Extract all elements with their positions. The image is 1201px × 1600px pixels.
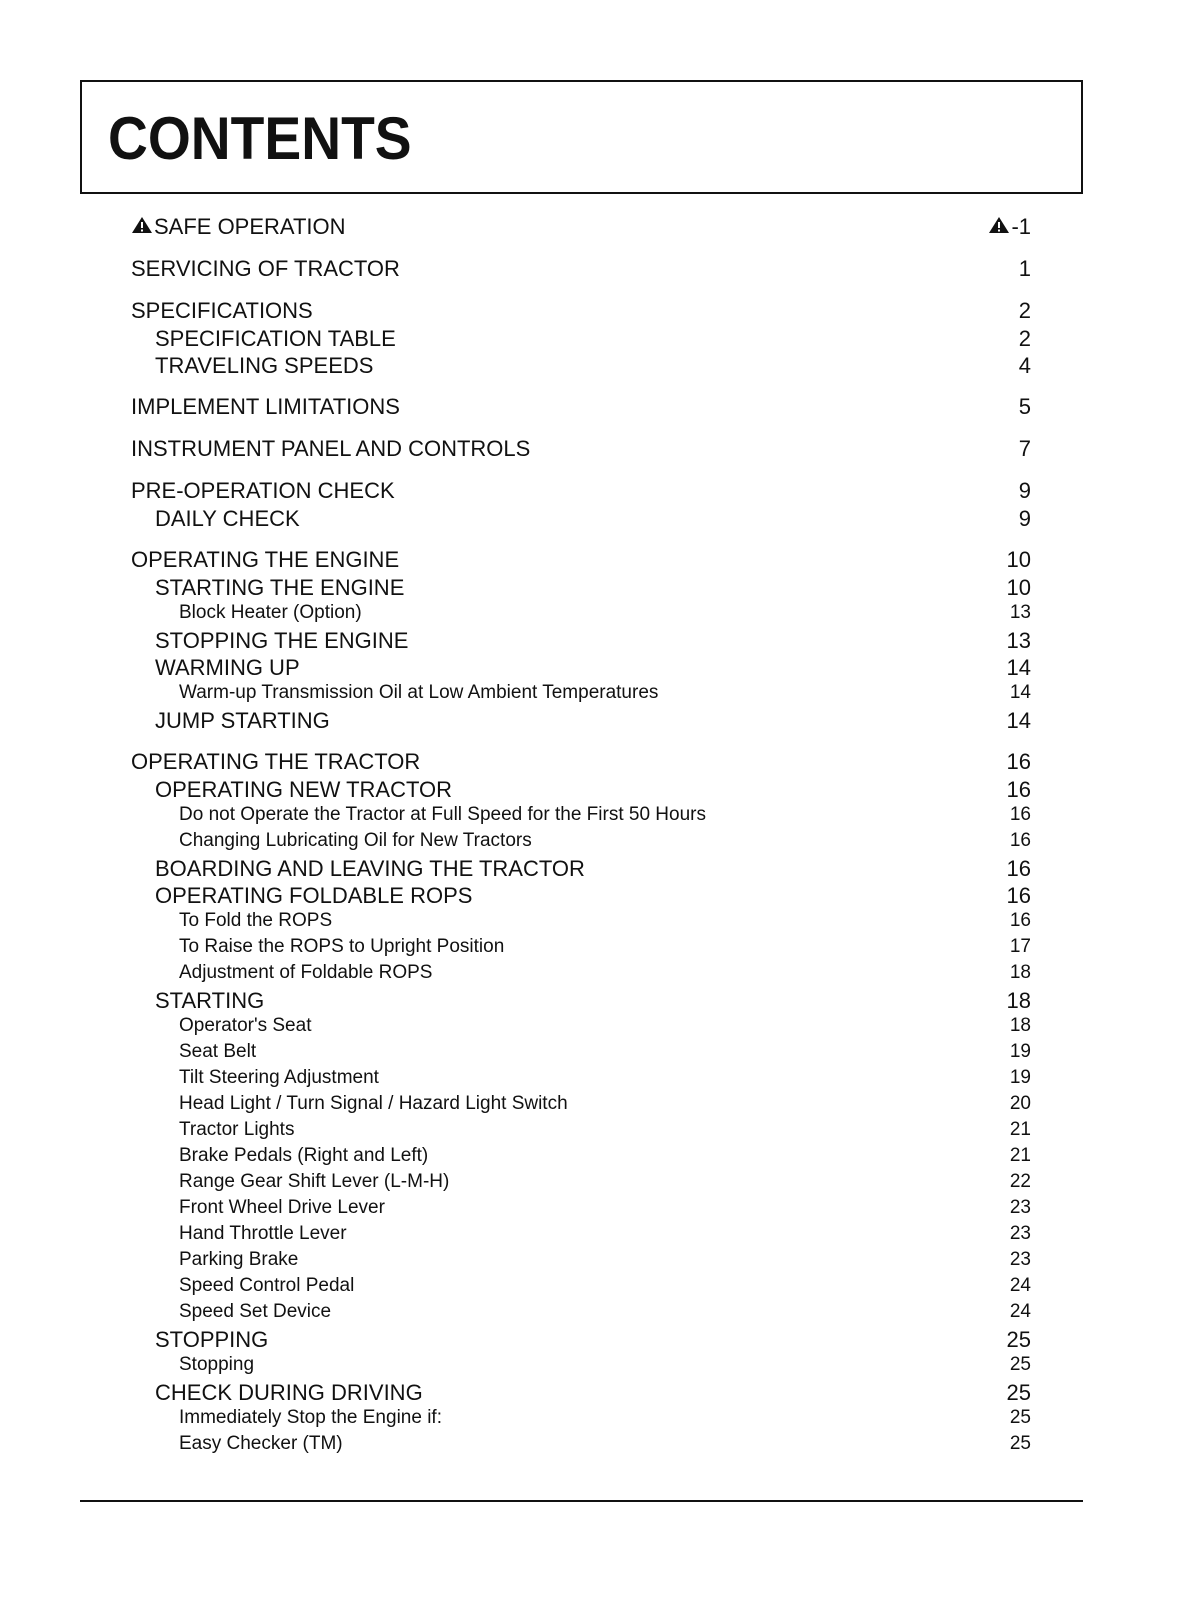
toc-entry-label (131, 547, 399, 573)
toc-entry-page-number: 25 (1009, 1354, 1031, 1375)
toc-entry-page-number: 25 (1006, 1327, 1031, 1352)
toc-entry[interactable] (131, 1119, 1031, 1145)
toc-entry[interactable] (131, 575, 1031, 602)
toc-entry[interactable] (131, 830, 1031, 856)
toc-entry-text: Tractor Lights (179, 1119, 295, 1140)
toc-entry-label (131, 298, 313, 324)
toc-entry-label (155, 708, 330, 734)
toc-entry-page-number: 21 (1009, 1145, 1031, 1166)
toc-entry-text: JUMP STARTING (155, 708, 330, 733)
toc-entry-label (131, 478, 395, 504)
toc-entry[interactable] (131, 478, 1031, 506)
toc-entry[interactable] (131, 1407, 1031, 1433)
toc-entry-page (1007, 883, 1031, 909)
toc-entry[interactable] (131, 988, 1031, 1015)
toc-entry-page-number: 10 (1006, 547, 1031, 572)
toc-entry-page-number: 20 (1009, 1093, 1031, 1114)
toc-entry[interactable] (131, 1327, 1031, 1354)
toc-entry-text: Parking Brake (179, 1249, 299, 1270)
toc-entry[interactable] (131, 1354, 1031, 1380)
toc-entry-page (1007, 708, 1031, 734)
toc-entry[interactable] (131, 936, 1031, 962)
toc-entry-page-number: 2 (1018, 298, 1031, 323)
toc-entry-page-number: 1 (1018, 256, 1031, 281)
toc-entry-text: Easy Checker (TM) (179, 1433, 343, 1454)
toc-entry-page-number: 18 (1009, 962, 1031, 983)
toc-entry-label (155, 1380, 423, 1406)
toc-entry-page-number: 14 (1006, 655, 1031, 680)
toc-entry-label (131, 749, 420, 775)
toc-entry[interactable] (131, 962, 1031, 988)
toc-entry-page-number: 9 (1018, 506, 1031, 531)
toc-entry-page (1010, 682, 1031, 704)
toc-entry-page-number: 16 (1006, 777, 1031, 802)
toc-entry[interactable] (131, 628, 1031, 655)
toc-entry-text: SPECIFICATION TABLE (155, 326, 396, 351)
toc-entry-page-number: 10 (1006, 575, 1031, 600)
toc-entry-page-number: 16 (1009, 830, 1031, 851)
toc-entry-page (1010, 602, 1031, 624)
toc-entry[interactable] (131, 1433, 1031, 1459)
toc-entry-page (1007, 777, 1031, 803)
toc-entry-page-number: 14 (1009, 682, 1031, 703)
toc-entry-page (1010, 830, 1031, 852)
toc-entry-page-number: 7 (1018, 436, 1031, 461)
toc-entry[interactable] (131, 655, 1031, 682)
toc-entry[interactable] (131, 326, 1031, 353)
toc-entry-page (1010, 1301, 1031, 1323)
toc-entry[interactable] (131, 749, 1031, 777)
toc-entry[interactable] (131, 682, 1031, 708)
toc-entry-page-number: 9 (1018, 478, 1031, 503)
toc-entry-text: STARTING (155, 988, 265, 1013)
toc-entry-text: SPECIFICATIONS (131, 298, 313, 323)
toc-entry-page-number: -1 (1011, 214, 1031, 239)
toc-entry-page (988, 214, 1031, 240)
toc-entry[interactable] (131, 910, 1031, 936)
warning-triangle-icon (131, 214, 153, 240)
toc-entry-page-number: 13 (1009, 602, 1031, 623)
toc-entry-label (179, 1275, 354, 1297)
toc-entry-label (131, 214, 346, 240)
toc-entry-page-number: 14 (1006, 708, 1031, 733)
toc-entry-page (1010, 1223, 1031, 1245)
toc-entry-page (1019, 506, 1031, 532)
toc-entry-page (1010, 1093, 1031, 1115)
toc-entry-label (155, 988, 264, 1014)
toc-entry-page-number: 18 (1006, 988, 1031, 1013)
toc-entry-page-number: 16 (1009, 910, 1031, 931)
toc-entry-page-number: 2 (1018, 326, 1031, 351)
toc-entry-page (1007, 1380, 1031, 1406)
toc-entry-page (1019, 436, 1031, 462)
toc-entry-page (1007, 628, 1031, 654)
toc-entry-label (179, 1119, 294, 1141)
toc-entry-text: WARMING UP (155, 655, 300, 680)
toc-entry-page (1010, 1354, 1031, 1376)
toc-entry-text: Speed Control Pedal (179, 1275, 355, 1296)
toc-entry-label (155, 856, 585, 882)
toc-entry-page (1007, 547, 1031, 573)
toc-entry-label (179, 1093, 568, 1115)
toc-entry-text: INSTRUMENT PANEL AND CONTROLS (131, 436, 531, 461)
toc-entry-page (1007, 1327, 1031, 1353)
toc-entry-text: Warm-up Transmission Oil at Low Ambient Temperatures (179, 682, 659, 703)
toc-entry-page (1010, 804, 1031, 826)
toc-entry-page (1019, 394, 1031, 420)
toc-entry-text: DAILY CHECK (155, 506, 300, 531)
toc-entry-label (179, 910, 332, 932)
toc-entry-page (1010, 962, 1031, 984)
toc-entry-text: Tilt Steering Adjustment (179, 1067, 379, 1088)
toc-entry[interactable] (131, 1093, 1031, 1119)
toc-entry-page-number: 22 (1009, 1171, 1031, 1192)
toc-entry-page-number: 5 (1018, 394, 1031, 419)
toc-entry[interactable] (131, 1015, 1031, 1041)
warning-triangle-icon (988, 214, 1010, 240)
toc-entry[interactable] (131, 436, 1031, 464)
toc-entry-page (1007, 856, 1031, 882)
toc-entry-text: SERVICING OF TRACTOR (131, 256, 400, 281)
toc-entry-label (179, 1301, 331, 1323)
toc-entry-text: OPERATING FOLDABLE ROPS (155, 883, 473, 908)
toc-entry-page (1010, 1171, 1031, 1193)
toc-entry-page (1019, 298, 1031, 324)
toc-entry-page (1010, 1407, 1031, 1429)
toc-entry-page-number: 24 (1009, 1275, 1031, 1296)
toc-entry[interactable] (131, 856, 1031, 883)
toc-entry[interactable] (131, 708, 1031, 735)
toc-entry[interactable] (131, 883, 1031, 910)
toc-entry-label (131, 394, 400, 420)
toc-entry-text: Stopping (179, 1354, 255, 1375)
toc-entry-page-number: 24 (1009, 1301, 1031, 1322)
toc-entry-text: PRE-OPERATION CHECK (131, 478, 395, 503)
toc-entry-label (179, 1041, 256, 1063)
toc-entry-text: Brake Pedals (Right and Left) (179, 1145, 429, 1166)
toc-entry-label (179, 830, 532, 852)
toc-entry-page (1007, 988, 1031, 1014)
toc-entry-label (179, 1354, 254, 1376)
toc-entry-text: STARTING THE ENGINE (155, 575, 405, 600)
toc-entry-page (1019, 326, 1031, 352)
toc-entry-page (1007, 655, 1031, 681)
toc-entry-label (155, 628, 408, 654)
toc-entry-page (1010, 1015, 1031, 1037)
toc-entry[interactable] (131, 1223, 1031, 1249)
toc-entry-text: To Raise the ROPS to Upright Position (179, 936, 505, 957)
toc-entry-label (155, 655, 300, 681)
toc-entry-page (1007, 749, 1031, 775)
title-box (80, 80, 1083, 194)
toc-entry-text: SAFE OPERATION (154, 214, 346, 239)
toc-entry-text: Immediately Stop the Engine if: (179, 1407, 442, 1428)
toc-entry-text: Adjustment of Foldable ROPS (179, 962, 433, 983)
toc-entry[interactable] (131, 506, 1031, 533)
toc-entry-page-number: 25 (1006, 1380, 1031, 1405)
toc-entry-text: Block Heater (Option) (179, 602, 362, 623)
toc-entry-text: STOPPING THE ENGINE (155, 628, 409, 653)
toc-entry-text: Seat Belt (179, 1041, 257, 1062)
page-title: CONTENTS (108, 105, 412, 172)
toc-entry-page-number: 4 (1018, 353, 1031, 378)
toc-entry[interactable] (131, 1275, 1031, 1301)
toc-entry[interactable] (131, 804, 1031, 830)
toc-entry[interactable] (131, 256, 1031, 284)
toc-entry-page (1010, 1197, 1031, 1219)
toc-entry-label (179, 1407, 442, 1429)
toc-entry-page (1019, 353, 1031, 379)
toc-entry[interactable] (131, 1197, 1031, 1223)
toc-entry-page (1010, 1433, 1031, 1455)
toc-entry-label (155, 326, 396, 352)
toc-entry-label (179, 1015, 311, 1037)
toc-entry-text: STOPPING (155, 1327, 269, 1352)
toc-entry-page (1010, 936, 1031, 958)
toc-entry-text: Range Gear Shift Lever (L-M-H) (179, 1171, 450, 1192)
toc-entry[interactable] (131, 394, 1031, 422)
toc-entry-text: OPERATING NEW TRACTOR (155, 777, 453, 802)
toc-entry-page (1007, 575, 1031, 601)
toc-entry-label (155, 1327, 268, 1353)
toc-entry-label (179, 1067, 379, 1089)
footer-divider (80, 1500, 1083, 1502)
toc-entry-label (179, 804, 706, 826)
toc-entry[interactable] (131, 547, 1031, 575)
toc-entry[interactable] (131, 777, 1031, 804)
toc-entry[interactable] (131, 1249, 1031, 1275)
toc-entry[interactable] (131, 1041, 1031, 1067)
toc-entry-label (179, 602, 362, 624)
toc-entry-label (179, 936, 504, 958)
toc-entry-label (179, 1197, 385, 1219)
toc-entry-page-number: 25 (1009, 1433, 1031, 1454)
toc-entry[interactable] (131, 353, 1031, 380)
toc-entry-page-number: 25 (1009, 1407, 1031, 1428)
toc-entry-page (1019, 478, 1031, 504)
toc-entry[interactable] (131, 1380, 1031, 1407)
toc-entry[interactable] (131, 1145, 1031, 1171)
toc-entry-page-number: 13 (1006, 628, 1031, 653)
toc-entry-page-number: 17 (1009, 936, 1031, 957)
toc-entry-page (1010, 1145, 1031, 1167)
toc-entry-page-number: 16 (1006, 749, 1031, 774)
toc-entry[interactable] (131, 1301, 1031, 1327)
toc-entry-text: Changing Lubricating Oil for New Tractors (179, 830, 532, 851)
toc-entry-text: Hand Throttle Lever (179, 1223, 347, 1244)
toc-entry-page (1019, 256, 1031, 282)
toc-entry-page-number: 19 (1009, 1067, 1031, 1088)
toc-entry-label (155, 506, 300, 532)
toc-entry-label (155, 575, 404, 601)
toc-entry-label (155, 777, 452, 803)
toc-entry[interactable] (131, 298, 1031, 326)
toc-entry-page-number: 23 (1009, 1197, 1031, 1218)
toc-entry-page-number: 21 (1009, 1119, 1031, 1140)
toc-entry-label (179, 682, 658, 704)
toc-entry-text: Front Wheel Drive Lever (179, 1197, 385, 1218)
toc-entry-label (131, 256, 400, 282)
toc-entry-label (155, 353, 373, 379)
toc-entry-text: TRAVELING SPEEDS (155, 353, 374, 378)
toc-entry-page (1010, 1249, 1031, 1271)
toc-entry-page (1010, 1067, 1031, 1089)
toc-entry-text: Head Light / Turn Signal / Hazard Light Switch (179, 1093, 568, 1114)
toc-entry-label (179, 962, 432, 984)
toc-entry-label (179, 1249, 298, 1271)
toc-entry-label (179, 1433, 343, 1455)
toc-entry-text: OPERATING THE TRACTOR (131, 749, 421, 774)
toc-entry-label (179, 1145, 428, 1167)
toc-entry-text: Speed Set Device (179, 1301, 332, 1322)
toc-entry-label (131, 436, 530, 462)
toc-entry-text: To Fold the ROPS (179, 910, 333, 931)
toc-entry-page-number: 16 (1006, 883, 1031, 908)
table-of-contents (131, 214, 1031, 1459)
toc-entry-page-number: 19 (1009, 1041, 1031, 1062)
toc-entry-text: Do not Operate the Tractor at Full Speed for the First 50 Hours (179, 804, 706, 825)
toc-entry-label (179, 1223, 347, 1245)
toc-entry-page-number: 16 (1006, 856, 1031, 881)
toc-entry-page-number: 18 (1009, 1015, 1031, 1036)
toc-entry-page (1010, 1119, 1031, 1141)
toc-entry[interactable] (131, 1171, 1031, 1197)
toc-entry[interactable] (131, 1067, 1031, 1093)
toc-entry[interactable] (131, 214, 1031, 242)
toc-entry-text: CHECK DURING DRIVING (155, 1380, 423, 1405)
toc-entry-page-number: 23 (1009, 1249, 1031, 1270)
toc-entry-text: BOARDING AND LEAVING THE TRACTOR (155, 856, 585, 881)
toc-entry-text: OPERATING THE ENGINE (131, 547, 400, 572)
toc-entry-label (179, 1171, 449, 1193)
toc-entry-text: Operator's Seat (179, 1015, 312, 1036)
toc-entry[interactable] (131, 602, 1031, 628)
toc-entry-label (155, 883, 472, 909)
toc-entry-text: IMPLEMENT LIMITATIONS (131, 394, 400, 419)
toc-entry-page (1010, 1041, 1031, 1063)
toc-entry-page-number: 16 (1009, 804, 1031, 825)
toc-entry-page (1010, 910, 1031, 932)
toc-entry-page-number: 23 (1009, 1223, 1031, 1244)
toc-entry-page (1010, 1275, 1031, 1297)
